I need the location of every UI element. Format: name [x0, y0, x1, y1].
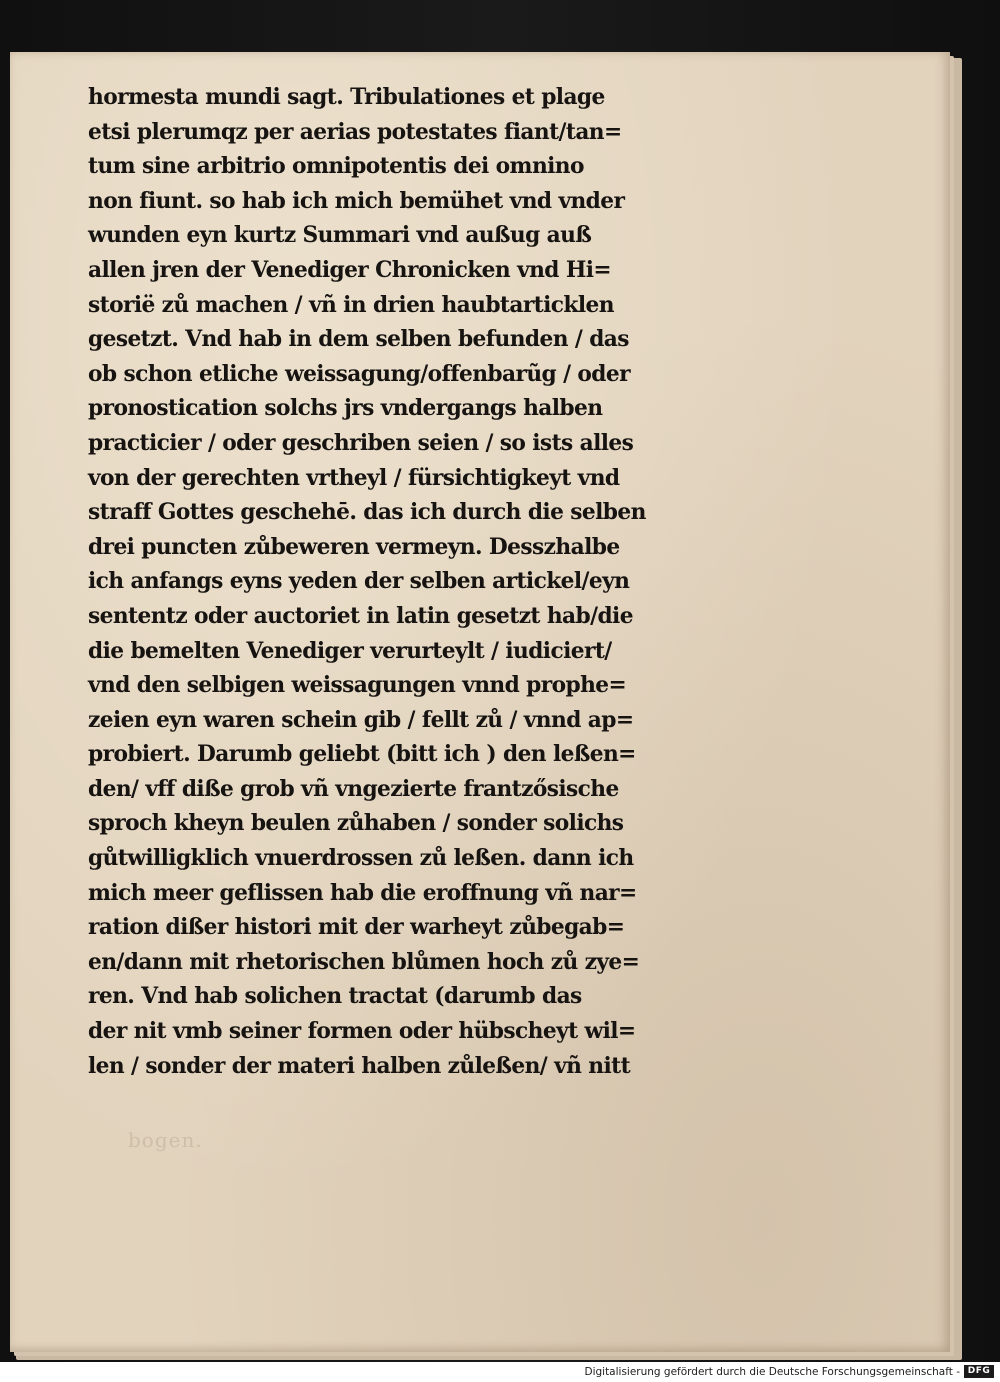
text-line: sproch kheyn beulen zůhaben / sonder solichs — [88, 810, 624, 837]
text-line: der nit vmb seiner formen oder hübscheyt wil= — [88, 1018, 636, 1045]
show-through-text: bogen. — [128, 1128, 203, 1152]
text-line: von der gerechten vrtheyl / fürsichtigkeyt vnd — [88, 464, 620, 491]
text-line: gůtwilligklich vnuerdrossen zů leßen. dann ich — [88, 845, 634, 872]
text-line: pronostication solchs jrs vndergangs halben — [88, 395, 603, 422]
text-block — [88, 80, 708, 1083]
text-line: storië zů machen / vñ in drien haubtarticklen — [88, 291, 614, 318]
text-line: ration dißer histori mit der warheyt zůbegab= — [88, 914, 625, 941]
text-line: wunden eyn kurtz Summari vnd außug auß — [88, 222, 592, 249]
text-line: len / sonder der materi halben zůleßen/ vñ nitt — [88, 1052, 631, 1079]
text-line: ich anfangs eyns yeden der selben artickel/eyn — [88, 568, 630, 595]
text-line: vnd den selbigen weissagungen vnnd prophe= — [88, 672, 627, 699]
text-line: sententz oder auctoriet in latin gesetzt hab/die — [88, 602, 633, 629]
text-line: practicier / oder geschriben seien / so ists alles — [88, 429, 634, 456]
text-line: zeien eyn waren schein gib / fellt zů / vnnd ap= — [88, 706, 634, 733]
text-line: hormesta mundi sagt. Tribulationes et plage — [88, 84, 605, 110]
text-line: en/dann mit rhetorischen blůmen hoch zů zye= — [88, 948, 640, 975]
dfg-logo: DFG — [964, 1365, 994, 1378]
footer-credit: Digitalisierung gefördert durch die Deutsche Forschungsgemeinschaft - — [584, 1366, 960, 1378]
text-line: ren. Vnd hab solichen tractat (darumb das — [88, 983, 582, 1010]
text-line: allen jren der Venediger Chronicken vnd Hi= — [88, 256, 612, 283]
text-line: straff Gottes geschehē. das ich durch die selben — [88, 499, 646, 526]
text-line: ob schon etliche weissagung/offenbarũg / oder — [88, 360, 630, 387]
text-line: drei puncten zůbeweren vermeyn. Desszhalbe — [88, 533, 620, 560]
text-line: mich meer geflissen hab die eroffnung vñ nar= — [88, 879, 637, 906]
text-line: etsi plerumqz per aerias potestates fiant/tan= — [88, 118, 622, 145]
text-line: non fiunt. so hab ich mich bemühet vnd vnder — [88, 187, 625, 214]
text-line: die bemelten Venediger verurteylt / iudiciert/ — [88, 637, 612, 664]
text-line: den/ vff diße grob vñ vngezierte frantzősische — [88, 775, 619, 802]
text-line: gesetzt. Vnd hab in dem selben befunden / das — [88, 326, 629, 353]
text-line: probiert. Darumb geliebt (bitt ich ) den leßen= — [88, 741, 636, 768]
text-line: tum sine arbitrio omnipotentis dei omnino — [88, 153, 584, 180]
